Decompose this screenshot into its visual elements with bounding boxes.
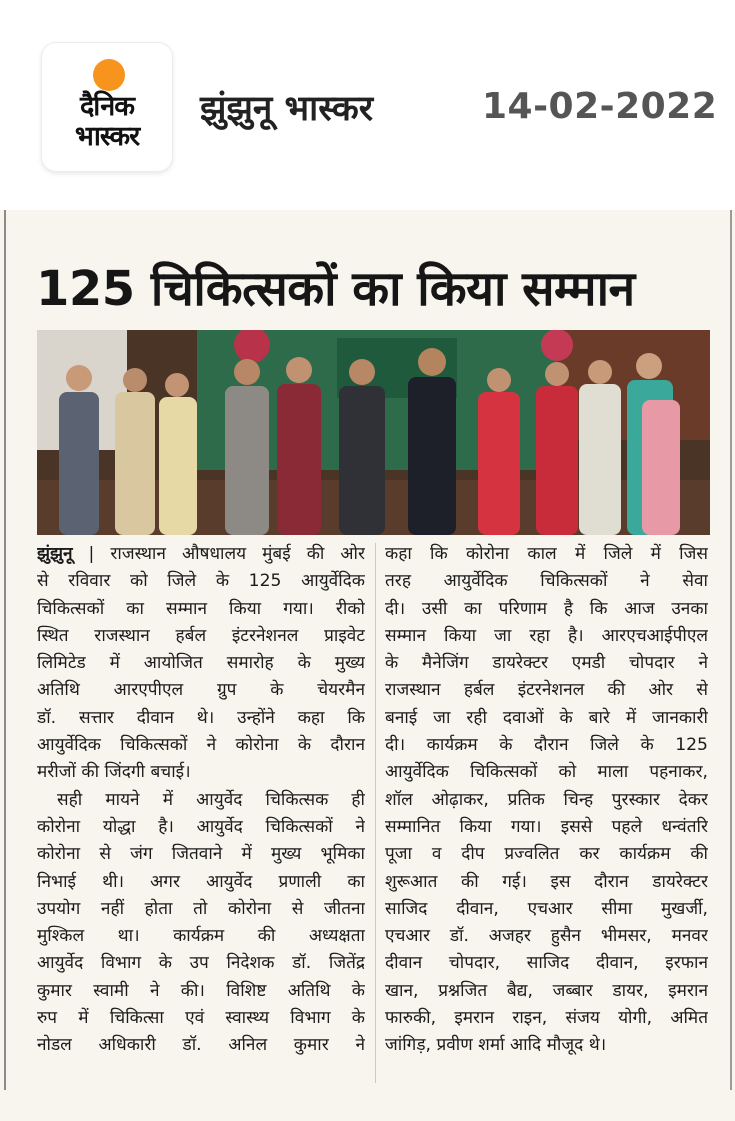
newspaper-logo: [42, 43, 172, 171]
page-header: [0, 0, 735, 210]
article-text-line: बनाई जा रही दवाओं के बारे में जानकारी: [385, 707, 708, 728]
article-text-line: डॉ. सत्तार दीवान थे। उन्होंने कहा कि: [37, 707, 365, 728]
sun-icon: [93, 59, 125, 91]
article-text-line: आयुर्वेद विभाग के उप निदेशक डॉ. जितेंद्र: [37, 953, 365, 974]
article-text-line: सही मायने में आयुर्वेद चिकित्सक ही: [57, 789, 365, 810]
article-column-left: झुंझुनू | राजस्थान औषधालय मुंबई की ओर से रविवार को जिले के 125 आयुर्वेदिक चिकित्सकों का सम्मान किया गया। रीको स्थित राजस्थान हर्बल इंटरनेशनल प्राइवेट लिमिटेड में आयोजित समारोह के मुख्य अतिथि आरएपीएल ग्रुप के चेयरमैन डॉ. सत्तार दीवान थे। उन्होंने कहा कि आयुर्वेदिक चिकित्सकों ने कोरोना के दौरान मरीजों की जिंदगी बचाई। सही मायने में आयुर्वेद चिकित्सक ही कोरोना योद्धा है। आयुर्वेद चिकित्सकों ने कोरोना से जंग जितवाने में मुख्य भूमिका निभाई थी। अगर आयुर्वेद प्रणाली का उपयोग नहीं होता तो कोरोना से जीतना मुश्किल था। कार्यक्रम की अध्यक्षता आयुर्वेद विभाग के उप निदेशक डॉ. जितेंद्र कुमार स्वामी ने की। विशिष्ट अतिथि के रुप में चिकित्सा एवं स्वास्थ्य विभाग के नोडल अधिकारी डॉ. अनिल कुमार ने: [37, 541, 365, 1060]
article-text-line: दी। उसी का परिणाम है कि आज उनका: [385, 598, 708, 619]
newspaper-clipping: [0, 210, 735, 1121]
article-text-line: तरह आयुर्वेदिक चिकित्सकों ने सेवा: [385, 571, 708, 592]
article-headline: 125 चिकित्सकों का किया सम्मान: [36, 261, 635, 317]
article-text-line: उपयोग नहीं होता तो कोरोना से जीतना: [37, 898, 365, 919]
article-text-line: आयुर्वेदिक चिकित्सकों को माला पहनाकर,: [385, 762, 708, 783]
article-text-line: साजिद दीवान, एचआर सीमा मुखर्जी,: [385, 898, 708, 919]
article-text-line: राजस्थान हर्बल इंटरनेशनल की ओर से: [385, 680, 708, 701]
clipping-left-border: [4, 210, 6, 1090]
clipping-right-border: [730, 210, 732, 1090]
article-dateline: झुंझुनू: [37, 544, 73, 564]
article-text-line: सम्मानित किया गया। इससे पहले धन्वंतरि: [385, 816, 708, 837]
logo-text-line2: भास्कर: [74, 121, 140, 152]
article-text-line: मरीजों की जिंदगी बचाई।: [37, 762, 191, 783]
edition-date: 14-02-2022: [482, 86, 718, 127]
article-text-line: रुप में चिकित्सा एवं स्वास्थ्य विभाग के: [37, 1008, 365, 1029]
article-text-line: कोरोना योद्धा है। आयुर्वेद चिकित्सकों ने: [37, 816, 365, 837]
article-photo: [37, 330, 710, 535]
article-column-right: [385, 541, 708, 1060]
article-text-line: खान, प्रश्नजित बैद्य, जब्बार डायर, इमरान: [385, 980, 708, 1001]
article-text-line: पूजा व दीप प्रज्वलित कर कार्यक्रम की: [385, 844, 708, 865]
article-text-line: मुश्किल था। कार्यक्रम की अध्यक्षता: [37, 926, 365, 947]
article-text-line: जांगिड़, प्रवीण शर्मा आदि मौजूद थे।: [385, 1035, 607, 1056]
article-text-line: दी। कार्यक्रम के दौरान जिले के 125: [385, 735, 708, 756]
article-text-line: कुमार स्वामी ने की। विशिष्ट अतिथि के: [37, 980, 365, 1001]
article-text-line: से रविवार को जिले के 125 आयुर्वेदिक: [37, 571, 365, 592]
article-text-line: शुरूआत की गई। इस दौरान डायरेक्टर: [385, 871, 708, 892]
article-text-line: आयुर्वेदिक चिकित्सकों ने कोरोना के दौरान: [37, 735, 365, 756]
logo-text-line1: दैनिक: [79, 91, 135, 122]
edition-name: झुंझुनू भास्कर: [200, 89, 374, 129]
article-text-line: कोरोना से जंग जितवाने में मुख्य भूमिका: [37, 844, 365, 865]
article-text-line: निभाई थी। अगर आयुर्वेद प्रणाली का: [37, 871, 365, 892]
article-text-line: राजस्थान औषधालय मुंबई की ओर: [110, 544, 365, 564]
article-text-line: शॉल ओढ़ाकर, प्रतिक चिन्ह पुरस्कार देकर: [385, 789, 708, 810]
column-divider: [375, 543, 376, 1083]
article-text-line: के मैनेजिंग डायरेक्टर एमडी चोपदार ने: [385, 653, 708, 674]
article-text-line: नोडल अधिकारी डॉ. अनिल कुमार ने: [37, 1035, 365, 1056]
article-text-line: स्थित राजस्थान हर्बल इंटरनेशनल प्राइवेट: [37, 625, 365, 646]
article-text-line: दीवान चोपदार, साजिद दीवान, इरफान: [385, 953, 708, 974]
article-text-line: कहा कि कोरोना काल में जिले में जिस: [385, 544, 708, 564]
article-text-line: फारुकी, इमरान राइन, संजय योगी, अमित: [385, 1008, 708, 1029]
article-text-line: सम्मान किया जा रहा है। आरएचआईपीएल: [385, 625, 708, 646]
article-text-line: अतिथि आरएपीएल ग्रुप के चेयरमैन: [37, 680, 365, 701]
article-text-line: लिमिटेड में आयोजित समारोह के मुख्य: [37, 653, 365, 674]
article-text-line: चिकित्सकों का सम्मान किया गया। रीको: [37, 598, 365, 619]
article-text-line: एचआर डॉ. अजहर हुसैन भीमसर, मनवर: [385, 926, 708, 947]
